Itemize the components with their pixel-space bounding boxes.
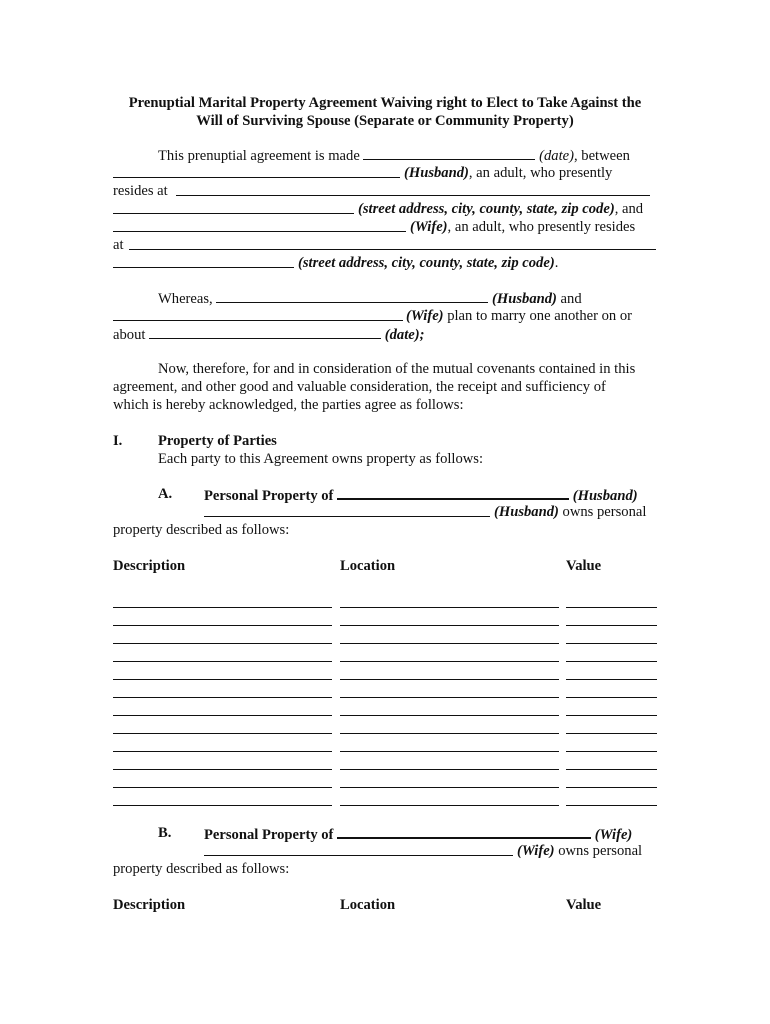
document-title-line1: Prenuptial Marital Property Agreement Waiving right to Elect to Take Against the [128, 95, 642, 111]
whereas-wife-label: (Wife) [406, 308, 444, 324]
sub-a-heading: Personal Property of [204, 488, 334, 504]
address-label: (street address, city, county, state, zip code) [358, 201, 615, 217]
sub-a-letter: A. [158, 486, 173, 502]
sub-b-line2 [517, 842, 642, 860]
whereas-and-text: and [560, 291, 582, 307]
sub-a-location-line[interactable] [340, 661, 559, 662]
marry-text: plan to marry one another on or [447, 308, 632, 324]
sub-a-description-line[interactable] [113, 643, 332, 644]
section-1-heading: Property of Parties [158, 433, 277, 449]
date-label: (date) [539, 148, 574, 164]
sub-a-value-line[interactable] [566, 697, 657, 698]
sub-a-value-line[interactable] [566, 625, 657, 626]
made-text: This prenuptial agreement is made [158, 148, 360, 164]
resides-at-text: resides at [113, 183, 168, 199]
sub-a-description-line[interactable] [113, 751, 332, 752]
sub-a-description-line[interactable] [113, 697, 332, 698]
wife-name-field[interactable] [113, 231, 406, 232]
section-1-number: I. [113, 433, 123, 449]
husband-address-field-2[interactable] [113, 213, 354, 214]
wife-rest: , an adult, who presently resides [447, 219, 636, 235]
sub-a-description-line[interactable] [113, 805, 332, 806]
sub-a-value-line[interactable] [566, 661, 657, 662]
marriage-date-field[interactable] [149, 325, 381, 339]
sub-a-owns-text: owns personal [562, 504, 647, 520]
sub-a-value-line[interactable] [566, 679, 657, 680]
sub-b-col-value: Value [566, 897, 602, 913]
sub-a-value-line[interactable] [566, 733, 657, 734]
sub-a-description-line[interactable] [113, 787, 332, 788]
at-text: at [113, 237, 124, 253]
whereas-text: Whereas, [158, 291, 213, 307]
sub-a-description-line[interactable] [113, 679, 332, 680]
sub-b-described: property described as follows: [113, 861, 290, 877]
sub-a-value-line[interactable] [566, 805, 657, 806]
whereas-husband-label: (Husband) [492, 291, 557, 307]
sub-a-description-line[interactable] [113, 715, 332, 716]
wife-address-field-1[interactable] [129, 249, 656, 250]
about-text: about [113, 327, 146, 343]
sub-a-value-line[interactable] [566, 787, 657, 788]
sub-a-description-line[interactable] [113, 661, 332, 662]
sub-a-location-line[interactable] [340, 769, 559, 770]
sub-a-value-line[interactable] [566, 607, 657, 608]
sub-a-description-line[interactable] [113, 733, 332, 734]
whereas-line2 [406, 307, 632, 325]
sub-a-location-line[interactable] [340, 643, 559, 644]
consideration-line2: agreement, and other good and valuable consideration, the receipt and sufficiency of [113, 379, 606, 395]
sub-a-description-line[interactable] [113, 769, 332, 770]
sub-a-location-line[interactable] [340, 715, 559, 716]
wife-label: (Wife) [410, 219, 448, 235]
consideration-line1: Now, therefore, for and in consideration of the mutual covenants contained in this [158, 361, 636, 377]
sub-a-location-line[interactable] [340, 805, 559, 806]
address-label-2: (street address, city, county, state, zip code) [298, 255, 555, 271]
agreement-date-field[interactable] [363, 146, 535, 160]
sub-a-col-description: Description [113, 558, 186, 574]
sub-b-party-field[interactable] [337, 824, 591, 839]
sub-a-value-line[interactable] [566, 769, 657, 770]
sub-a-location-line[interactable] [340, 679, 559, 680]
intro-line1 [158, 146, 630, 165]
sub-b-line1 [204, 824, 632, 844]
husband-rest: , an adult, who presently [468, 165, 613, 181]
sub-a-location-line[interactable] [340, 787, 559, 788]
document-title-line2: Will of Surviving Spouse (Separate or Community Property) [196, 113, 574, 129]
sub-a-description-line[interactable] [113, 607, 332, 608]
sub-a-location-line[interactable] [340, 733, 559, 734]
between-text: , between [573, 148, 630, 164]
sub-b-col-description: Description [113, 897, 186, 913]
sub-b-party-label: (Wife) [594, 827, 633, 843]
sub-b-owns-text: owns personal [558, 843, 643, 859]
sub-a-col-value: Value [566, 558, 602, 574]
marriage-date-label: (date); [384, 327, 425, 343]
whereas-line1 [158, 289, 582, 308]
sub-b-owner-label: (Wife) [517, 843, 555, 859]
sub-a-value-line[interactable] [566, 751, 657, 752]
intro-line5 [410, 218, 635, 236]
period: . [554, 255, 559, 271]
sub-b-letter: B. [158, 825, 172, 841]
sub-a-location-line[interactable] [340, 625, 559, 626]
sub-b-heading: Personal Property of [204, 827, 334, 843]
whereas-wife-field[interactable] [113, 320, 403, 321]
section-1-text: Each party to this Agreement owns property as follows: [158, 451, 484, 467]
wife-address-field-2[interactable] [113, 267, 294, 268]
sub-a-line2 [494, 503, 646, 521]
sub-a-location-line[interactable] [340, 751, 559, 752]
husband-label: (Husband) [404, 165, 469, 181]
and-text: , and [614, 201, 644, 217]
sub-a-description-line[interactable] [113, 625, 332, 626]
sub-b-col-location: Location [340, 897, 396, 913]
sub-a-owner-field[interactable] [204, 516, 490, 517]
intro-line7 [298, 254, 558, 272]
sub-a-col-location: Location [340, 558, 396, 574]
sub-a-location-line[interactable] [340, 697, 559, 698]
sub-a-party-label: (Husband) [572, 488, 638, 504]
whereas-husband-field[interactable] [216, 289, 488, 303]
sub-a-value-line[interactable] [566, 715, 657, 716]
sub-a-described: property described as follows: [113, 522, 290, 538]
sub-a-owner-label: (Husband) [494, 504, 559, 520]
husband-address-field-1[interactable] [176, 195, 650, 196]
whereas-line3 [113, 325, 424, 344]
intro-line2 [404, 164, 612, 182]
husband-name-field[interactable] [113, 177, 400, 178]
sub-a-party-field[interactable] [337, 485, 569, 500]
consideration-line3: which is hereby acknowledged, the parties agree as follows: [113, 397, 464, 413]
sub-a-value-line[interactable] [566, 643, 657, 644]
sub-a-line1 [204, 485, 638, 505]
sub-a-location-line[interactable] [340, 607, 559, 608]
sub-b-owner-field[interactable] [204, 855, 513, 856]
intro-line4 [358, 200, 643, 218]
